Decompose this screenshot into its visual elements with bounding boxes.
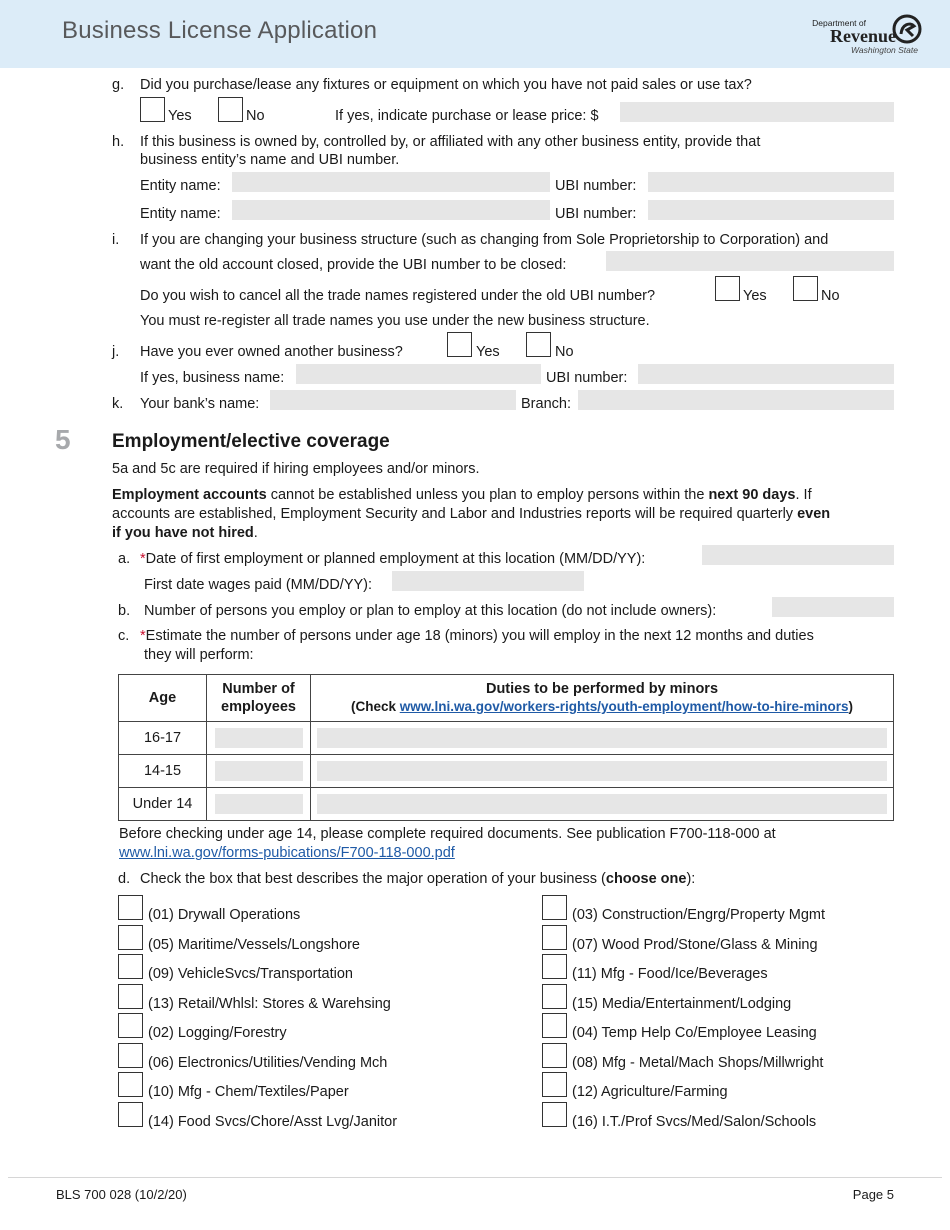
dor-logo: [812, 12, 922, 58]
col-number-header: Number of employees: [207, 675, 311, 722]
k-branch-label: Branch:: [521, 396, 571, 412]
operation-checkbox[interactable]: [542, 954, 567, 979]
duties-input-under-14[interactable]: [317, 794, 887, 814]
k-bank-input[interactable]: [270, 390, 516, 410]
operation-checkbox[interactable]: [118, 984, 143, 1009]
item-h-letter: h.: [112, 134, 125, 150]
operation-label: (13) Retail/Whlsl: Stores & Warehsing: [148, 995, 391, 1012]
page-header: [0, 0, 950, 68]
page-title: Business License Application: [62, 17, 378, 44]
operation-label: (11) Mfg - Food/Ice/Beverages: [572, 966, 768, 982]
first-wages-label: First date wages paid (MM/DD/YY):: [144, 577, 373, 593]
item-5d-letter: d.: [118, 871, 131, 887]
table-row: [119, 755, 894, 788]
h-entity-label-1: Entity name:: [140, 178, 221, 194]
operation-checkbox[interactable]: [542, 1043, 567, 1068]
logo-dept-text: Department of: [812, 18, 866, 28]
section-required-note: 5a and 5c are required if hiring employees and/or minors.: [112, 461, 480, 477]
i-yes-checkbox[interactable]: [715, 276, 740, 301]
g-price-label: If yes, indicate purchase or lease price: $: [335, 108, 599, 124]
i-note: You must re-register all trade names you use under the new business structure.: [140, 313, 650, 329]
item-i-text-2: want the old account closed, provide the UBI number to be closed:: [140, 257, 567, 273]
logo-revenue-text: Revenue: [830, 26, 896, 46]
h-entity-name-input-1[interactable]: [232, 172, 550, 192]
h-entity-name-input-2[interactable]: [232, 200, 550, 220]
item-k-letter: k.: [112, 396, 124, 412]
operation-checkbox[interactable]: [118, 925, 143, 950]
item-5c-line-1: *Estimate the number of persons under age 18 (minors) you will employ in the next 12 months and duties: [140, 628, 814, 644]
first-wages-date-input[interactable]: [392, 571, 584, 591]
j-no-checkbox[interactable]: [526, 332, 551, 357]
publication-link[interactable]: www.lni.wa.gov/forms-pubications/F700-118-000.pdf: [119, 845, 455, 861]
i-old-ubi-input[interactable]: [606, 251, 894, 271]
item-i-letter: i.: [112, 232, 120, 248]
operation-label: (08) Mfg - Metal/Mach Shops/Millwright: [572, 1054, 824, 1071]
h-entity-label-2: Entity name:: [140, 206, 221, 222]
number-input-under-14[interactable]: [215, 794, 303, 814]
k-bank-label: Your bank’s name:: [140, 396, 260, 412]
age-cell: 16-17: [119, 722, 207, 755]
operation-label: (03) Construction/Engrg/Property Mgmt: [572, 907, 826, 923]
h-ubi-label-2: UBI number:: [555, 206, 637, 222]
j-bizname-input[interactable]: [296, 364, 541, 384]
item-5d-label: Check the box that best describes the major operation of your business (choose one):: [140, 871, 696, 887]
operation-label: (09) VehicleSvcs/Transportation: [148, 966, 353, 982]
duties-input-14-15[interactable]: [317, 761, 887, 781]
logo-swoosh-icon: [892, 14, 922, 44]
operation-label: (06) Electronics/Utilities/Vending Mch: [148, 1054, 388, 1071]
h-ubi-label-1: UBI number:: [555, 178, 637, 194]
j-ubi-label: UBI number:: [546, 370, 628, 386]
i-cancel-question: Do you wish to cancel all the trade names registered under the old UBI number?: [140, 288, 656, 304]
g-yes-label: Yes: [168, 108, 192, 124]
operation-checkbox[interactable]: [542, 1102, 567, 1127]
operation-label: (14) Food Svcs/Chore/Asst Lvg/Janitor: [148, 1113, 398, 1130]
operation-label: (16) I.T./Prof Svcs/Med/Salon/Schools: [572, 1113, 817, 1130]
under14-note: Before checking under age 14, please complete required documents. See publication F700-118-000 at: [119, 826, 776, 842]
operation-checkbox[interactable]: [118, 1102, 143, 1127]
operation-label: (05) Maritime/Vessels/Longshore: [148, 936, 360, 953]
employment-accounts-line-1: Employment accounts cannot be established unless you plan to employ persons within the next 90 days. If: [112, 487, 812, 503]
number-input-16-17[interactable]: [215, 728, 303, 748]
item-5b-letter: b.: [118, 603, 131, 619]
operation-checkbox[interactable]: [118, 1013, 143, 1038]
item-5c-line-2: they will perform:: [144, 647, 254, 663]
operation-checkbox[interactable]: [542, 984, 567, 1009]
item-h-text-1: If this business is owned by, controlled by, or affiliated with any other business entity, provide that: [140, 134, 761, 150]
g-no-checkbox[interactable]: [218, 97, 243, 122]
operation-checkbox[interactable]: [118, 954, 143, 979]
operation-checkbox[interactable]: [118, 1072, 143, 1097]
duties-input-16-17[interactable]: [317, 728, 887, 748]
page-number: Page 5: [852, 1187, 894, 1202]
operation-checkbox[interactable]: [542, 925, 567, 950]
logo-state-text: Washington State: [851, 45, 918, 55]
hire-minors-link[interactable]: www.lni.wa.gov/workers-rights/youth-employment/how-to-hire-minors: [399, 699, 849, 714]
item-5b-label: Number of persons you employ or plan to employ at this location (do not include owners):: [144, 603, 717, 619]
j-yes-checkbox[interactable]: [447, 332, 472, 357]
operation-label: (10) Mfg - Chem/Textiles/Paper: [148, 1084, 349, 1100]
j-no-label: No: [555, 344, 574, 360]
operation-label: (07) Wood Prod/Stone/Glass & Mining: [572, 936, 818, 953]
operation-checkbox[interactable]: [118, 895, 143, 920]
number-employees-input[interactable]: [772, 597, 894, 617]
item-j-letter: j.: [112, 344, 120, 360]
item-j-question: Have you ever owned another business?: [140, 344, 403, 360]
j-ubi-input[interactable]: [638, 364, 894, 384]
operation-label: (02) Logging/Forestry: [148, 1025, 287, 1041]
i-no-checkbox[interactable]: [793, 276, 818, 301]
h-ubi-input-2[interactable]: [648, 200, 894, 220]
g-no-label: No: [246, 108, 265, 124]
item-5a-letter: a.: [118, 551, 131, 567]
footer-divider: [8, 1177, 942, 1178]
number-input-14-15[interactable]: [215, 761, 303, 781]
col-age-header: Age: [119, 675, 207, 722]
minors-table-header: [119, 675, 894, 722]
employment-accounts-line-2: accounts are established, Employment Security and Labor and Industries reports will be required quarterly even: [112, 506, 831, 522]
operation-checkbox[interactable]: [542, 1072, 567, 1097]
table-row: [119, 722, 894, 755]
j-yes-label: Yes: [476, 344, 500, 360]
age-cell: Under 14: [119, 788, 207, 821]
form-id: BLS 700 028 (10/2/20): [56, 1187, 187, 1202]
operation-label: (12) Agriculture/Farming: [572, 1084, 728, 1100]
employment-accounts-line-3: if you have not hired.: [112, 525, 258, 541]
k-branch-input[interactable]: [578, 390, 894, 410]
item-i-text-1: If you are changing your business structure (such as changing from Sole Proprietorship to Corporation) and: [140, 232, 829, 248]
item-g-question: Did you purchase/lease any fixtures or equipment on which you have not paid sales or use tax?: [140, 77, 752, 93]
operation-label: (01) Drywall Operations: [148, 907, 301, 923]
operation-checkbox[interactable]: [542, 1013, 567, 1038]
operation-label: (04) Temp Help Co/Employee Leasing: [572, 1025, 817, 1041]
col-duties-header: Duties to be performed by minors (Check www.lni.wa.gov/workers-rights/youth-employment/how-to-hire-minors): [311, 675, 894, 722]
minors-table: [118, 674, 894, 821]
first-employment-date-input[interactable]: [702, 545, 894, 565]
item-5a-label: *Date of first employment or planned employment at this location (MM/DD/YY):: [140, 551, 646, 567]
g-yes-checkbox[interactable]: [140, 97, 165, 122]
operation-checkbox[interactable]: [118, 1043, 143, 1068]
item-5c-letter: c.: [118, 628, 130, 644]
i-no-label: No: [821, 288, 840, 304]
j-bizname-label: If yes, business name:: [140, 370, 285, 386]
age-cell: 14-15: [119, 755, 207, 788]
h-ubi-input-1[interactable]: [648, 172, 894, 192]
section-title: Employment/elective coverage: [112, 431, 390, 452]
i-yes-label: Yes: [743, 288, 767, 304]
item-g-letter: g.: [112, 77, 125, 93]
item-h-text-2: business entity’s name and UBI number.: [140, 152, 400, 168]
operation-checkbox[interactable]: [542, 895, 567, 920]
section-number: 5: [55, 424, 71, 455]
operation-label: (15) Media/Entertainment/Lodging: [572, 995, 792, 1012]
g-price-input[interactable]: [620, 102, 894, 122]
table-row: [119, 788, 894, 821]
